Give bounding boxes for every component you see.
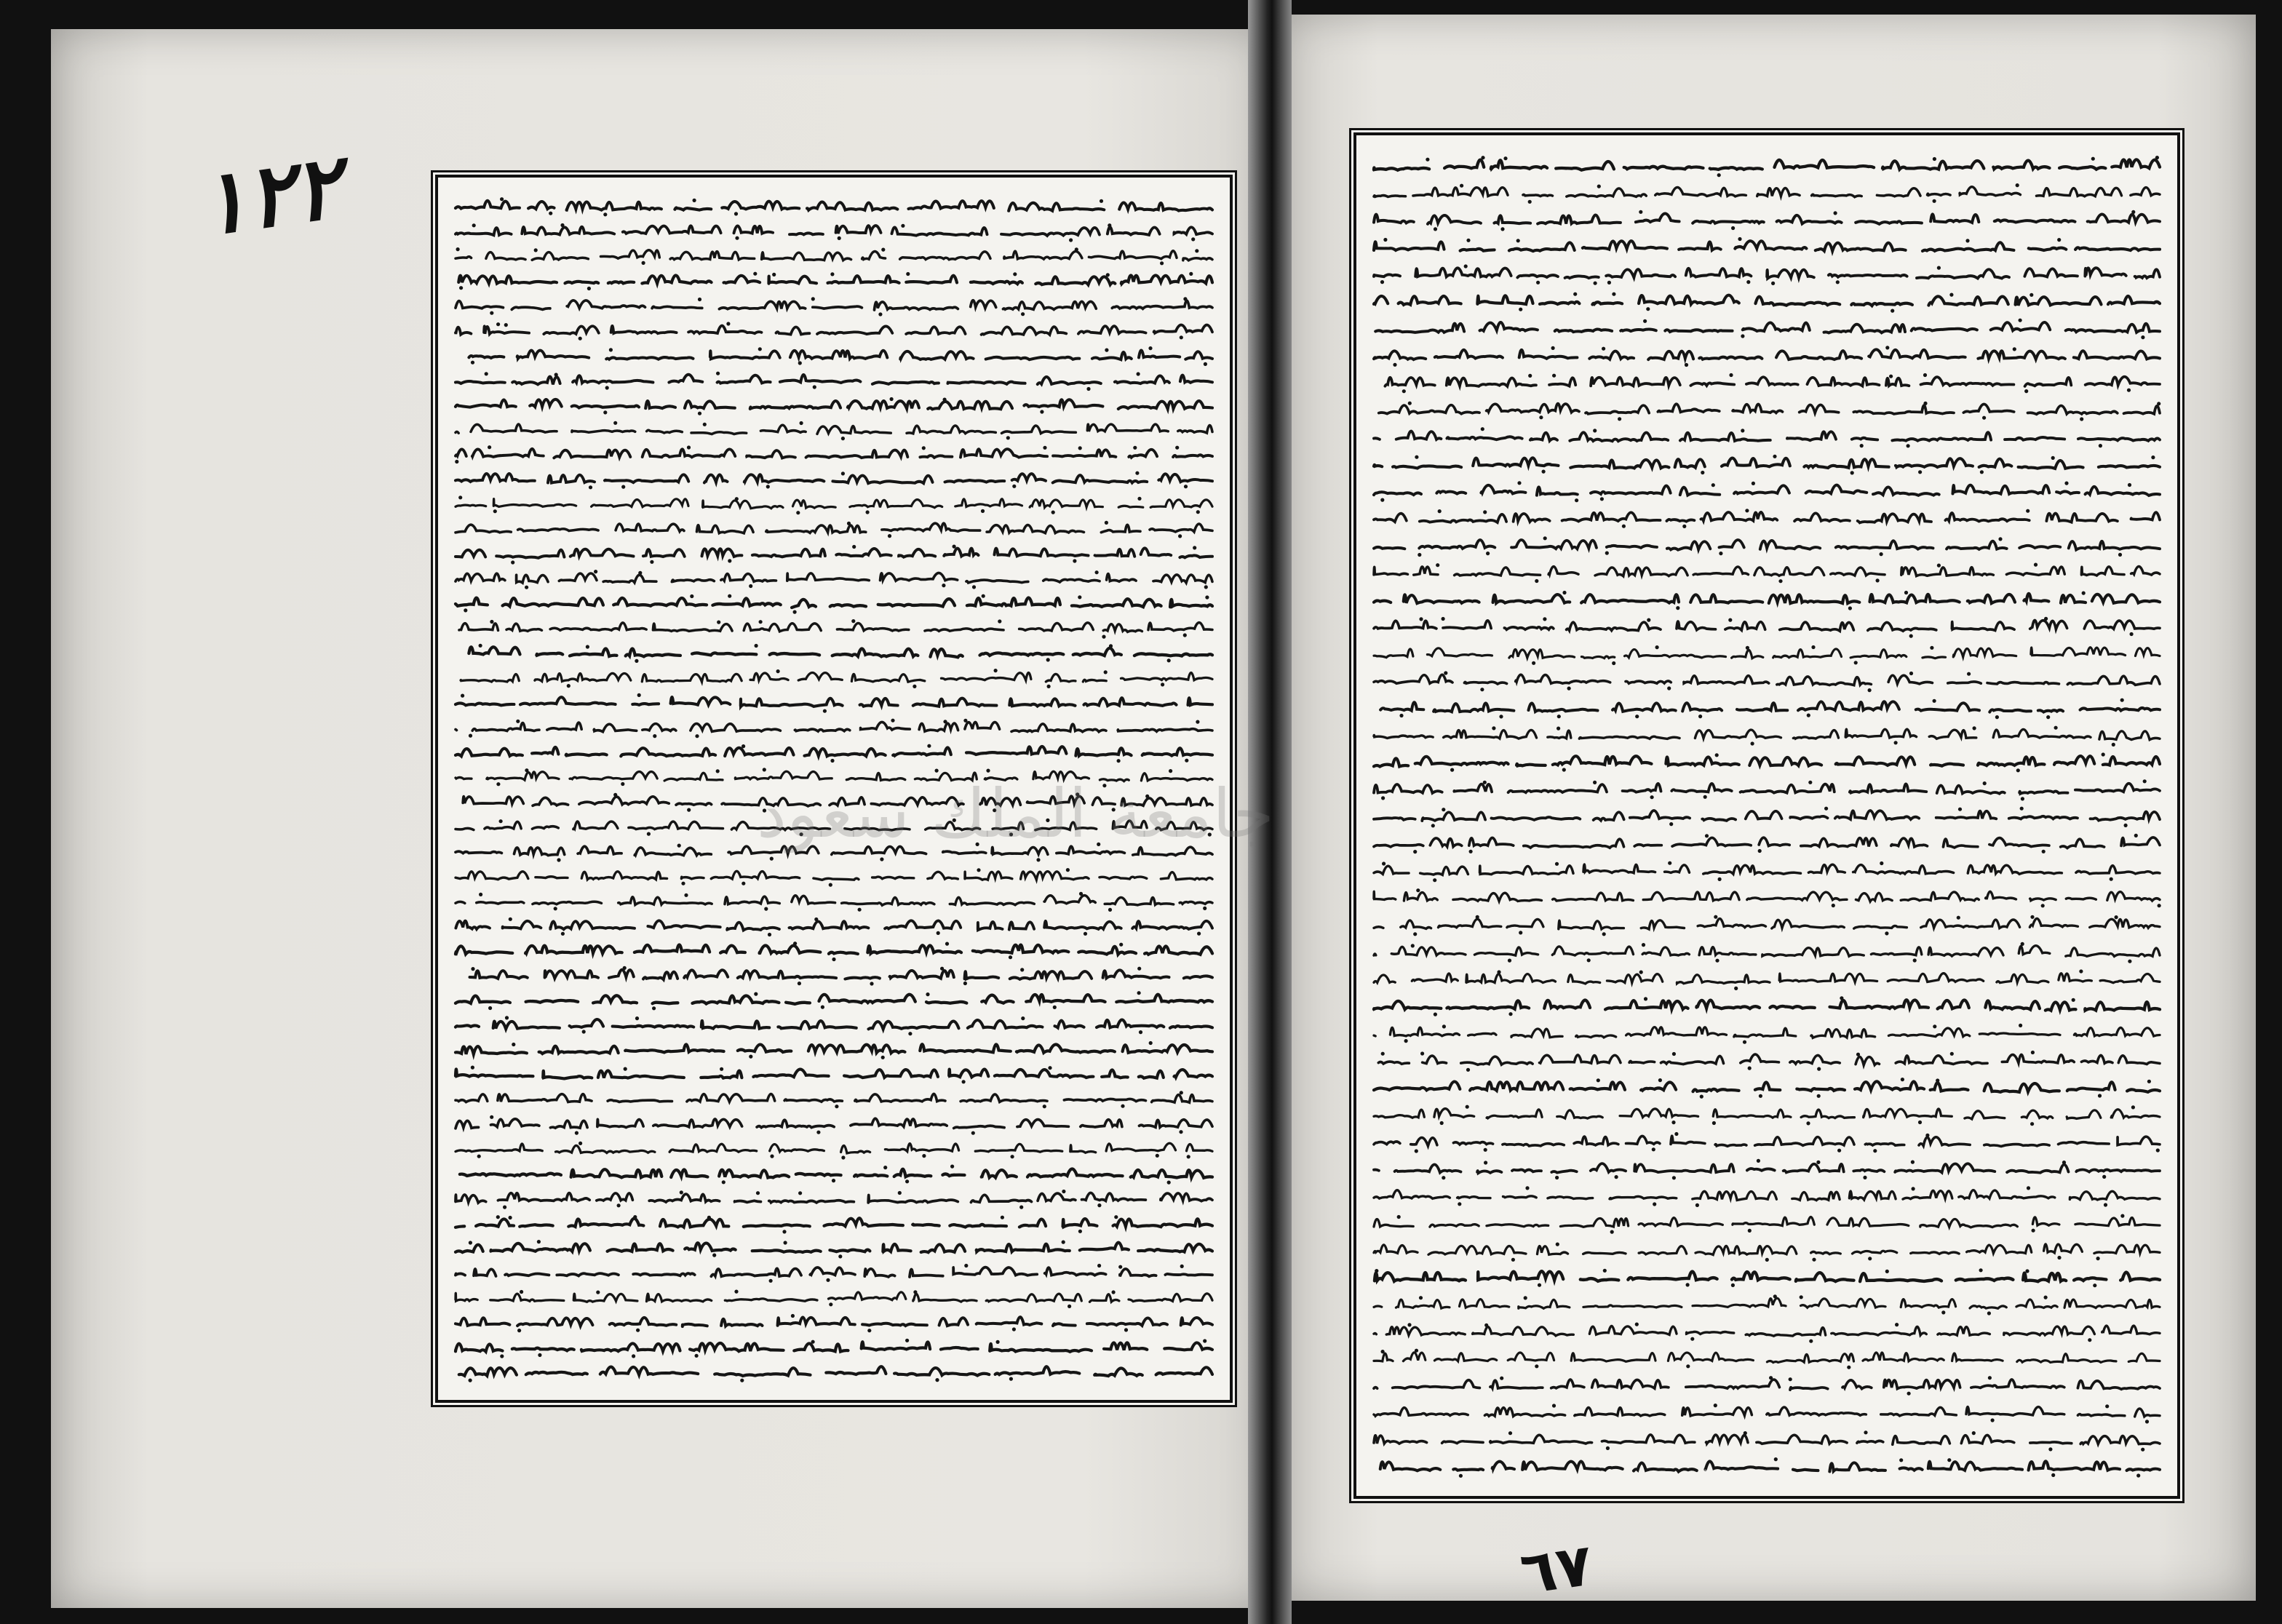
manuscript-line: [1374, 888, 2161, 907]
manuscript-line: [456, 1240, 1212, 1259]
manuscript-line: [1374, 1404, 2160, 1424]
manuscript-line: [456, 545, 1212, 565]
manuscript-line: [1374, 427, 2160, 447]
manuscript-line: [1374, 1243, 2160, 1262]
right-folio-number: ٦٧: [1516, 1530, 1597, 1608]
manuscript-line: [456, 1264, 1212, 1283]
manuscript-line: [1374, 996, 2160, 1016]
left-folio-number: ١٢٢: [194, 136, 348, 256]
manuscript-line: [456, 1091, 1212, 1108]
manuscript-line: [456, 1115, 1212, 1135]
manuscript-line: [1374, 210, 2160, 231]
manuscript-line: [1374, 779, 2160, 800]
manuscript-line: [456, 1339, 1212, 1358]
manuscript-line: [456, 372, 1212, 391]
manuscript-line: [456, 197, 1212, 216]
manuscript-line: [456, 594, 1212, 614]
manuscript-line: [1374, 509, 2160, 528]
manuscript-line: [1374, 807, 2160, 828]
manuscript-line: [456, 1016, 1212, 1035]
manuscript-line: [1374, 915, 2160, 936]
manuscript-line: [1374, 726, 2160, 747]
manuscript-line: [456, 1041, 1212, 1059]
manuscript-line: [459, 619, 1212, 639]
manuscript-line: [1374, 1186, 2160, 1207]
manuscript-line: [456, 942, 1212, 961]
manuscript-line: [456, 223, 1212, 242]
manuscript-line: [1374, 1294, 2160, 1315]
manuscript-line: [1374, 237, 2160, 251]
library-watermark: جامعة الملك سعود: [757, 775, 1275, 853]
manuscript-line: [1374, 1376, 2160, 1396]
manuscript-line: [1374, 1105, 2160, 1126]
manuscript-line: [456, 322, 1212, 340]
manuscript-line: [456, 892, 1212, 912]
manuscript-line: [1374, 156, 2160, 177]
manuscript-line: [1374, 481, 2160, 502]
manuscript-line: [456, 744, 1212, 763]
manuscript-line: [460, 1165, 1212, 1185]
manuscript-line: [456, 521, 1212, 538]
manuscript-line: [1374, 969, 2160, 990]
manuscript-line: [456, 1190, 1212, 1209]
manuscript-line: [456, 421, 1212, 441]
manuscript-line: [459, 1366, 1212, 1382]
manuscript-line: [1374, 1214, 2160, 1234]
manuscript-line: [461, 669, 1212, 688]
manuscript-line: [456, 719, 1212, 739]
manuscript-line: [456, 1314, 1212, 1332]
right-text-block: [1353, 132, 2180, 1499]
manuscript-line: [1374, 671, 2160, 692]
manuscript-line: [1374, 183, 2160, 204]
manuscript-line: [1378, 1051, 2160, 1072]
manuscript-line: [1374, 292, 2160, 313]
manuscript-line: [1374, 752, 2160, 772]
manuscript-line: [1374, 1024, 2160, 1044]
manuscript-line: [469, 644, 1212, 663]
manuscript-line: [455, 445, 1212, 463]
manuscript-line: [1380, 698, 2160, 720]
manuscript-line: [456, 297, 1212, 316]
manuscript-line: [456, 570, 1212, 589]
manuscript-line: [1374, 645, 2160, 665]
manuscript-line: [469, 346, 1212, 366]
manuscript-line: [1385, 373, 2160, 393]
manuscript-line: [1374, 834, 2160, 853]
manuscript-line: [456, 1142, 1212, 1160]
manuscript-line: [456, 693, 1212, 713]
manuscript-line: [1374, 1430, 2160, 1452]
manuscript-line: [456, 1290, 1212, 1309]
manuscript-line: [456, 1215, 1212, 1234]
manuscript-line: [470, 966, 1213, 986]
manuscript-line: [1374, 264, 2160, 285]
manuscript-line: [456, 1066, 1212, 1084]
manuscript-line: [1379, 402, 2161, 421]
manuscript-line: [1374, 536, 2160, 557]
manuscript-line: [456, 397, 1212, 415]
right-handwritten-lines: [1356, 135, 2177, 1496]
manuscript-line: [1374, 861, 2160, 883]
manuscript-line: [456, 868, 1212, 887]
right-scan-edge: [2256, 15, 2263, 1601]
manuscript-line: [1374, 942, 2160, 963]
manuscript-line: [1374, 1132, 2160, 1153]
manuscript-line: [458, 272, 1212, 291]
manuscript-line: [1374, 617, 2160, 638]
manuscript-line: [456, 471, 1212, 490]
manuscript-line: [1374, 1323, 2160, 1343]
manuscript-line: [1374, 455, 2160, 475]
left-scan-edge: [25, 29, 31, 1608]
manuscript-line: [1374, 563, 2160, 584]
manuscript-line: [456, 495, 1212, 514]
manuscript-line: [1374, 591, 2160, 610]
manuscript-line: [456, 247, 1212, 265]
manuscript-line: [456, 918, 1212, 936]
manuscript-line: [1374, 1078, 2160, 1099]
manuscript-line: [1375, 319, 2160, 340]
manuscript-line: [456, 991, 1212, 1010]
manuscript-line: [1374, 346, 2160, 367]
manuscript-line: [1380, 1457, 2160, 1478]
manuscript-line: [1374, 1349, 2160, 1369]
manuscript-line: [1375, 1268, 2160, 1287]
manuscript-line: [1374, 1159, 2160, 1180]
